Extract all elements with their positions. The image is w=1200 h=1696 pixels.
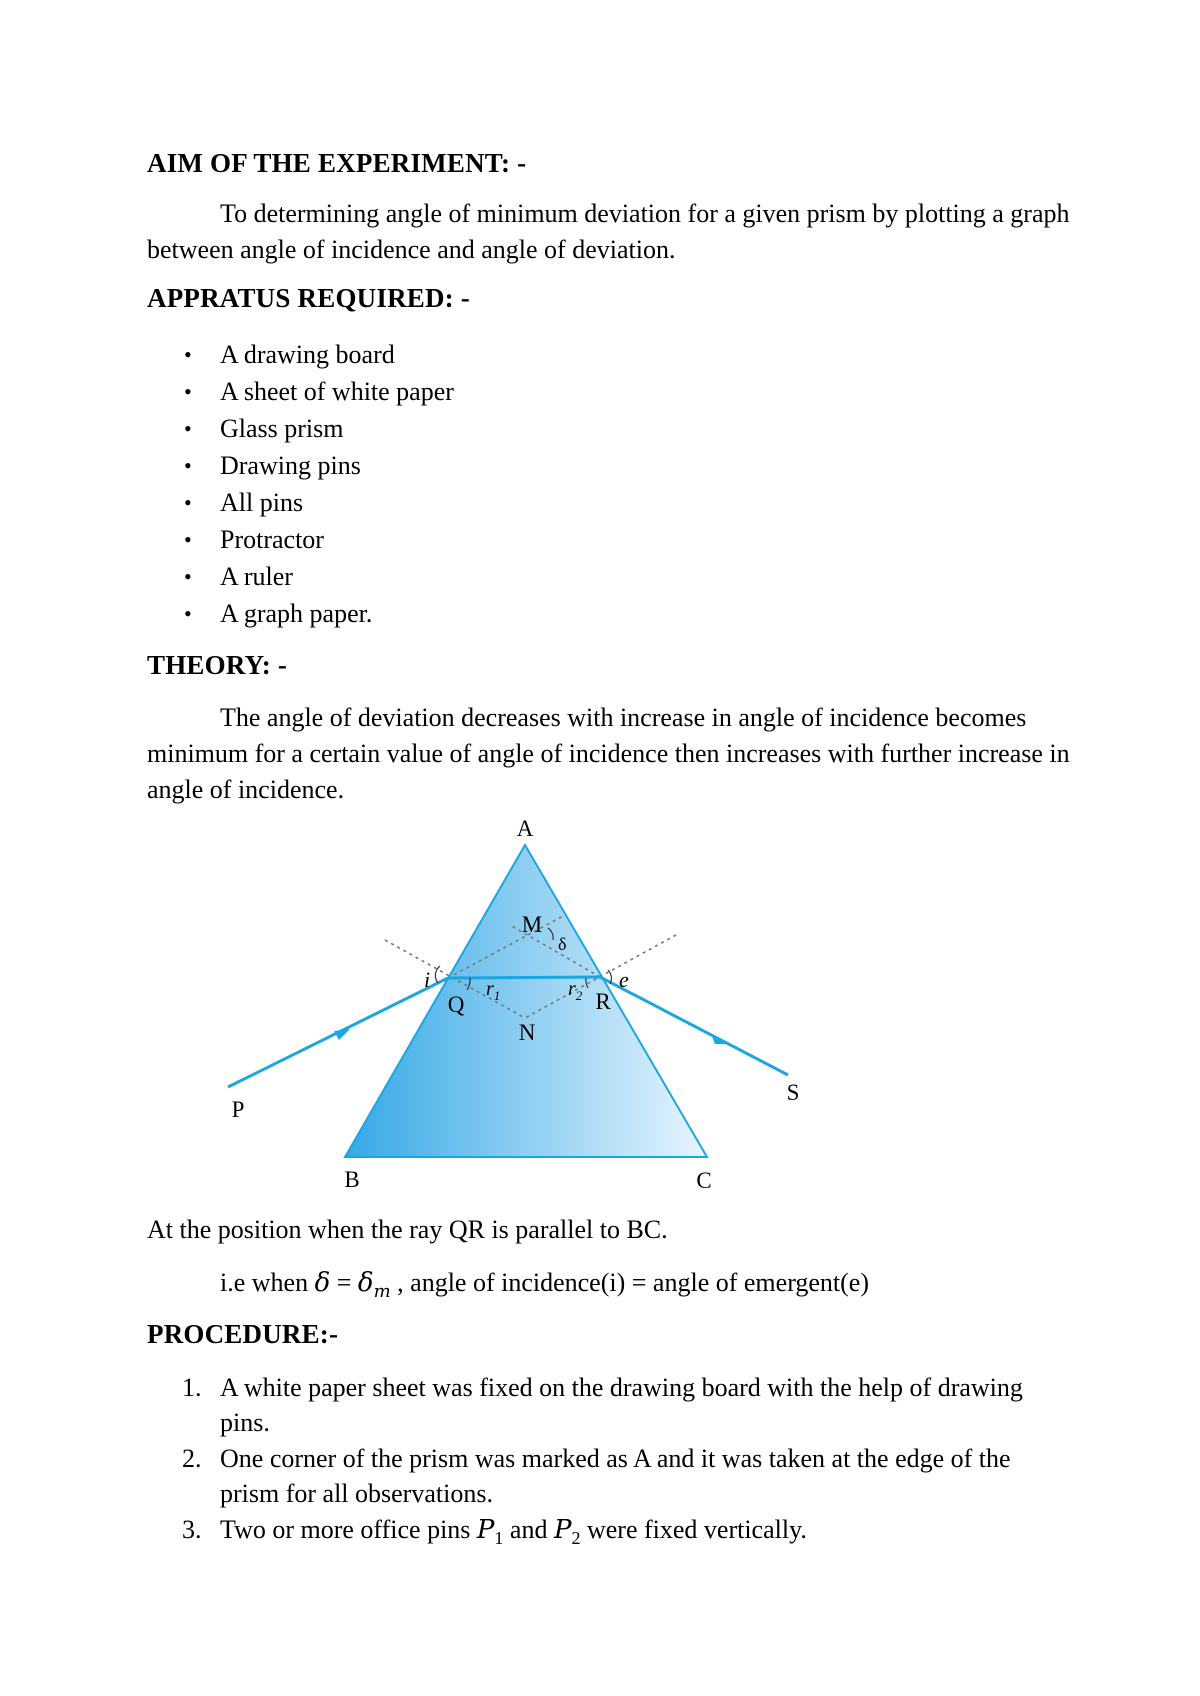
list-item: • A drawing board	[147, 336, 454, 373]
procedure-list	[147, 1370, 1067, 1557]
list-item: 3. Two or more office pins $P_1$ and $P_2$ were fixed vertically.	[182, 1515, 807, 1549]
bullet-icon: •	[184, 564, 192, 589]
label-r: R	[595, 989, 611, 1014]
label-s: S	[786, 1080, 800, 1105]
aim-text: To determining angle of minimum deviation for a given prism by plotting a graph between angle of incidence and angle of deviation.	[147, 199, 1070, 264]
label-i: i	[424, 967, 431, 992]
list-item: • Glass prism	[147, 410, 454, 447]
list-item: • A ruler	[147, 558, 454, 595]
incident-arrow-icon	[334, 1029, 350, 1040]
list-item: • A graph paper.	[147, 595, 454, 632]
label-a: A	[516, 816, 534, 841]
list-item: • Protractor	[147, 521, 454, 558]
list-item: • A sheet of white paper	[147, 373, 454, 410]
bullet-icon: •	[184, 379, 192, 404]
bullet-icon: •	[184, 527, 192, 552]
aim-heading: AIM OF THE EXPERIMENT: -	[147, 148, 527, 178]
theory-heading: THEORY: -	[147, 650, 288, 680]
list-item: 1. A white paper sheet was fixed on the drawing board with the help of drawing pins.	[182, 1373, 1023, 1437]
list-item: 2. One corner of the prism was marked as A and it was taken at the edge of the prism for all observations.	[182, 1444, 1011, 1508]
bullet-icon: •	[184, 416, 192, 441]
refracted-ray	[448, 977, 600, 978]
label-r2: $r_2$	[568, 978, 583, 1003]
procedure-heading: PROCEDURE:-	[147, 1319, 339, 1349]
bullet-icon: •	[184, 490, 192, 515]
condition-line-2: i.e when $\delta = \delta_m$ , angle of incidence(i) = angle of emergent(e)	[220, 1268, 870, 1303]
label-b: B	[344, 1167, 360, 1192]
bullet-icon: •	[184, 342, 192, 367]
bullet-icon: •	[184, 601, 192, 626]
label-e: e	[619, 967, 629, 992]
label-m: M	[521, 912, 543, 937]
label-delta: δ	[558, 934, 567, 954]
label-q: Q	[447, 992, 465, 1017]
label-r1: $r_1$	[486, 978, 501, 1003]
label-p: P	[231, 1097, 245, 1122]
list-item: • Drawing pins	[147, 447, 454, 484]
label-n: N	[518, 1020, 536, 1045]
apparatus-heading: APPRATUS REQUIRED: -	[147, 283, 471, 313]
list-item: • All pins	[147, 484, 454, 521]
label-c: C	[696, 1168, 712, 1193]
theory-text: The angle of deviation decreases with increase in angle of incidence becomes minimum for a certain value of angle of incidence then increases with further increase in angle of incidence.	[147, 703, 1070, 804]
condition-line-1: At the position when the ray QR is parallel to BC.	[147, 1215, 668, 1244]
bullet-icon: •	[184, 453, 192, 478]
